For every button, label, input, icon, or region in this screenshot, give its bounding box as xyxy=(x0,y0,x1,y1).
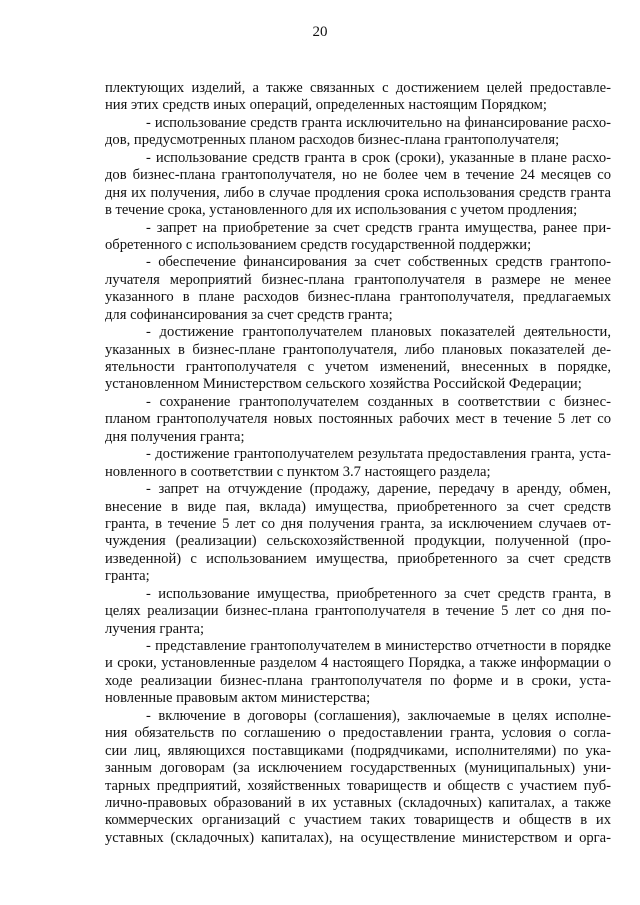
text-line: дня получения гранта; xyxy=(105,428,245,445)
text-line: - сохранение грантополучателем созданных в соответствии с бизнес- xyxy=(146,393,611,410)
text-line: уставных (складочных) капиталах), на осуществление министерством и орга- xyxy=(105,829,611,846)
text-line: - запрет на приобретение за счет средств гранта имущества, ранее при- xyxy=(146,219,611,236)
text-line: обретенного с использованием средств государственной поддержки; xyxy=(105,236,532,253)
text-line: указанных в бизнес-плане грантополучателя, либо плановых показателей де- xyxy=(105,341,611,358)
text-line: - запрет на отчуждение (продажу, дарение, передачу в аренду, обмен, xyxy=(146,481,611,498)
text-line: дня их получения, либо в случае продления срока использования средств гранта xyxy=(105,184,611,201)
text-line: занным договорам (за исключением государственных (муниципальных) уни- xyxy=(105,760,611,777)
text-line: ходе реализации бизнес-плана грантополучателя по форме и в сроки, уста- xyxy=(105,672,611,689)
text-line: - использование имущества, приобретенного за счет средств гранта, в xyxy=(146,585,611,602)
text-line: и сроки, установленные разделом 4 настоящего Порядка, а также информации о xyxy=(105,655,611,672)
text-line: дов, предусмотренных планом расходов бизнес-плана грантополучателя; xyxy=(105,132,560,149)
text-line: - представление грантополучателем в министерство отчетности в порядке xyxy=(146,638,611,654)
text-line: внесение в виде пая, вклада) имущества, приобретенного за счет средств xyxy=(105,498,611,515)
text-line: новленного в соответствии с пунктом 3.7 настоящего раздела; xyxy=(105,463,491,480)
text-line: лучения гранта; xyxy=(105,620,205,637)
text-line: плектующих изделий, а также связанных с достижением целей предоставле- xyxy=(105,80,611,96)
text-line: изведенной) с использованием имущества, приобретенного за счет средств xyxy=(105,550,611,567)
text-line: целях реализации бизнес-плана грантополучателя в течение 5 лет со дня по- xyxy=(105,603,611,620)
text-line: ятельности грантополучателя с учетом изменений, внесенных в порядке, xyxy=(105,359,611,375)
text-line: - включение в договоры (соглашения), заключаемые в целях исполне- xyxy=(146,707,611,724)
text-line: - достижение грантополучателем плановых показателей деятельности, xyxy=(146,324,611,341)
text-line: установленном Министерством сельского хозяйства Российской Федерации; xyxy=(105,376,582,393)
text-line: лично-правовых образований в их уставных (складочных) капиталах, а также xyxy=(105,794,611,811)
text-line: новленные правовым актом министерства; xyxy=(105,690,371,707)
text-line: тарных предприятий, хозяйственных товариществ и обществ с участием пуб- xyxy=(105,777,611,794)
text-line: для софинансирования за счет средств гранта; xyxy=(105,306,393,323)
text-line: гранта, в течение 5 лет со дня получения гранта, за исключением случаев от- xyxy=(105,515,611,532)
text-line: ния этих средств иных операций, определенных настоящим Порядком; xyxy=(105,97,547,114)
text-line: планом грантополучателя новых постоянных рабочих мест в течение 5 лет со xyxy=(105,411,611,428)
text-line: - использование средств гранта в срок (сроки), указанные в плане расхо- xyxy=(146,149,611,166)
text-line: лучателя мероприятий бизнес-плана грантополучателя в размере не менее xyxy=(105,271,611,288)
text-line: - обеспечение финансирования за счет собственных средств грантопо- xyxy=(146,254,611,271)
text-line: - использование средств гранта исключительно на финансирование расхо- xyxy=(146,114,611,131)
text-line: дов бизнес-плана грантополучателя, но не более чем в течение 24 месяцев со xyxy=(105,167,611,184)
page-number: 20 xyxy=(312,24,328,40)
text-line: гранта; xyxy=(105,568,150,585)
text-line: сии лиц, являющихся поставщиками (подрядчиками, исполнителями) по ука- xyxy=(105,742,611,759)
text-line: чуждения (реализации) сельскохозяйственной продукции, полученной (про- xyxy=(105,533,611,550)
text-line: ния обязательств по соглашению о предоставлении гранта, условия о согла- xyxy=(105,725,611,742)
text-line: в течение срока, установленного для их использования с учетом продления; xyxy=(105,202,578,219)
text-line: коммерческих организаций с участием таких товариществ и обществ в их xyxy=(105,812,611,829)
body-text xyxy=(105,80,611,847)
text-line: указанного в плане расходов бизнес-плана грантополучателя, предлагаемых xyxy=(105,289,611,306)
text-line: - достижение грантополучателем результата предоставления гранта, уста- xyxy=(146,446,611,463)
